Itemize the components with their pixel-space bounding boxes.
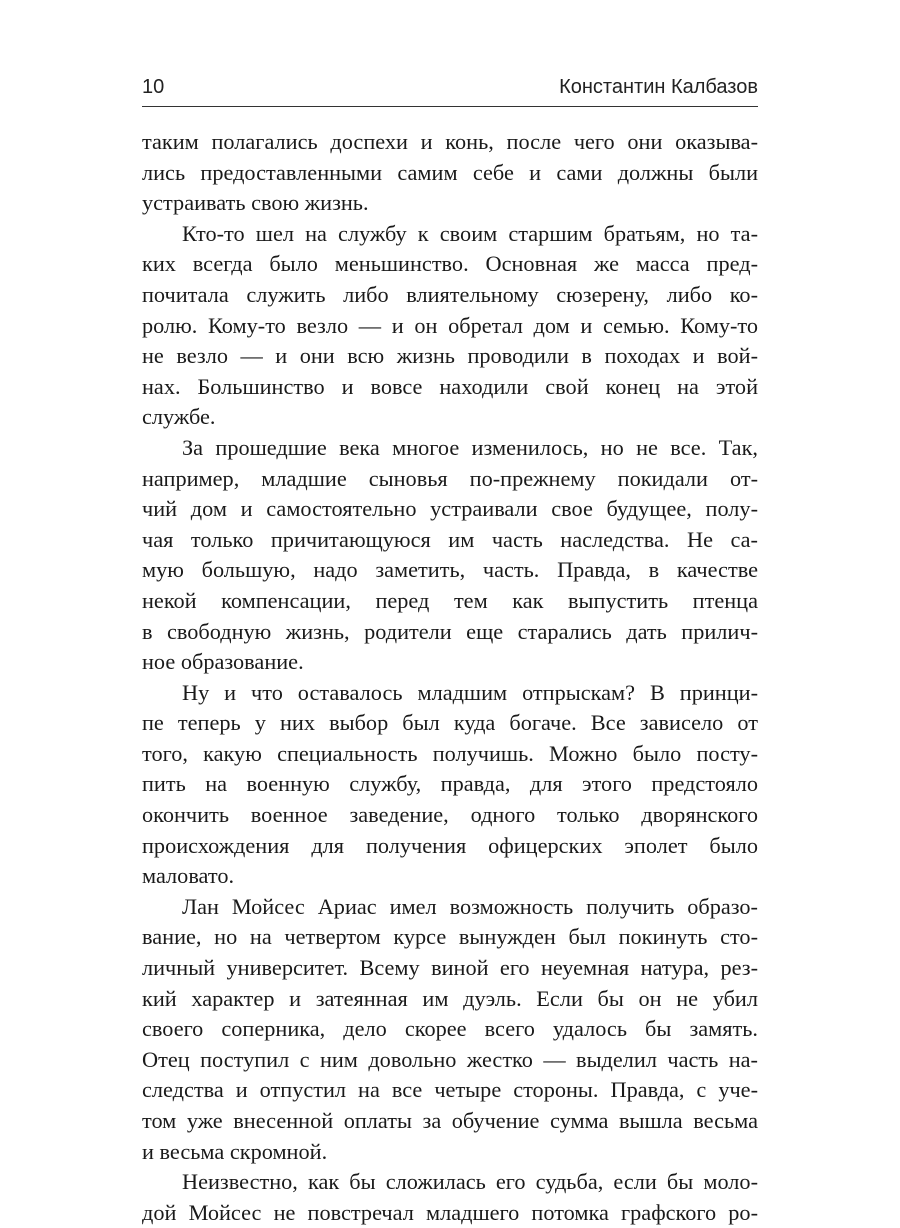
text-line: За прошедшие века многое изменилось, но не все. Так, (182, 434, 758, 460)
book-page (142, 72, 758, 1228)
text-line: Неизвестно, как бы сложилась его судьба, если бы моло- (182, 1169, 758, 1195)
text-line: таким полагались доспехи и конь, после чего они оказыва- (142, 129, 758, 154)
text-line: своего соперника, дело скорее всего удалось бы замять. (142, 1016, 758, 1042)
text-line: чая только причитающуюся им часть наследства. Не са- (142, 526, 758, 552)
text-line: Кто-то шел на службу к своим старшим братьям, но та- (182, 220, 758, 246)
text-line: того, какую специальность получишь. Можно было посту- (142, 740, 758, 766)
paragraph (142, 433, 758, 678)
text-line: происхождения для получения офицерских эполет было (142, 832, 758, 858)
text-line: службе. (142, 404, 216, 430)
text-line: Отец поступил с ним довольно жестко — выделил часть на- (142, 1046, 758, 1072)
text-line: нах. Большинство и вовсе находили свой конец на этой (142, 373, 758, 399)
paragraph (142, 219, 758, 433)
text-line: Ну и что оставалось младшим отпрыскам? В принци- (182, 679, 758, 705)
text-line: чий дом и самостоятельно устраивали свое будущее, полу- (142, 496, 758, 522)
text-line: маловато. (142, 863, 235, 889)
page-number: 10 (142, 76, 165, 98)
text-line: дой Мойсес не повстречал младшего потомка графского ро- (142, 1199, 758, 1225)
paragraph (142, 127, 758, 219)
text-line: лись предоставленными самим себе и сами должны были (142, 159, 758, 185)
text-line: устраивать свою жизнь. (142, 190, 369, 216)
text-line: и весьма скромной. (142, 1138, 328, 1164)
text-line: вание, но на четвертом курсе вынужден был покинуть сто- (142, 924, 758, 950)
text-line: ролю. Кому-то везло — и он обретал дом и семью. Кому-то (142, 312, 758, 338)
text-line: не везло — и они всю жизнь проводили в походах и вой- (142, 343, 758, 369)
paragraph (142, 892, 758, 1167)
text-line: личный университет. Всему виной его неуемная натура, рез- (142, 955, 758, 981)
author-name: Константин Калбазов (559, 76, 758, 98)
text-line: в свободную жизнь, родители еще старались дать прилич- (142, 618, 758, 644)
text-line: мую большую, надо заметить, часть. Правда, в качестве (142, 557, 758, 583)
text-line: том уже внесенной оплаты за обучение сумма вышла весьма (142, 1108, 758, 1133)
text-line: пить на военную службу, правда, для этого предстояло (142, 771, 758, 797)
paragraph (142, 678, 758, 892)
text-line: окончить военное заведение, одного только дворянского (142, 802, 758, 828)
text-line: некой компенсации, перед тем как выпустить птенца (142, 587, 758, 613)
text-line: почитала служить либо влиятельному сюзерену, либо ко- (142, 281, 758, 307)
paragraph (142, 1167, 758, 1228)
header-rule (142, 106, 758, 107)
body-text (142, 127, 758, 1228)
text-line: пе теперь у них выбор был куда богаче. Все зависело от (142, 710, 758, 736)
text-line: кий характер и затеянная им дуэль. Если бы он не убил (142, 985, 758, 1011)
text-line: следства и отпустил на все четыре стороны. Правда, с уче- (142, 1077, 758, 1103)
text-line: например, младшие сыновья по-прежнему покидали от- (142, 465, 758, 491)
text-line: ное образование. (142, 649, 304, 675)
text-line: Лан Мойсес Ариас имел возможность получить образо- (182, 893, 758, 919)
text-line: ких всегда было меньшинство. Основная же масса пред- (142, 251, 758, 277)
running-head (142, 72, 758, 102)
